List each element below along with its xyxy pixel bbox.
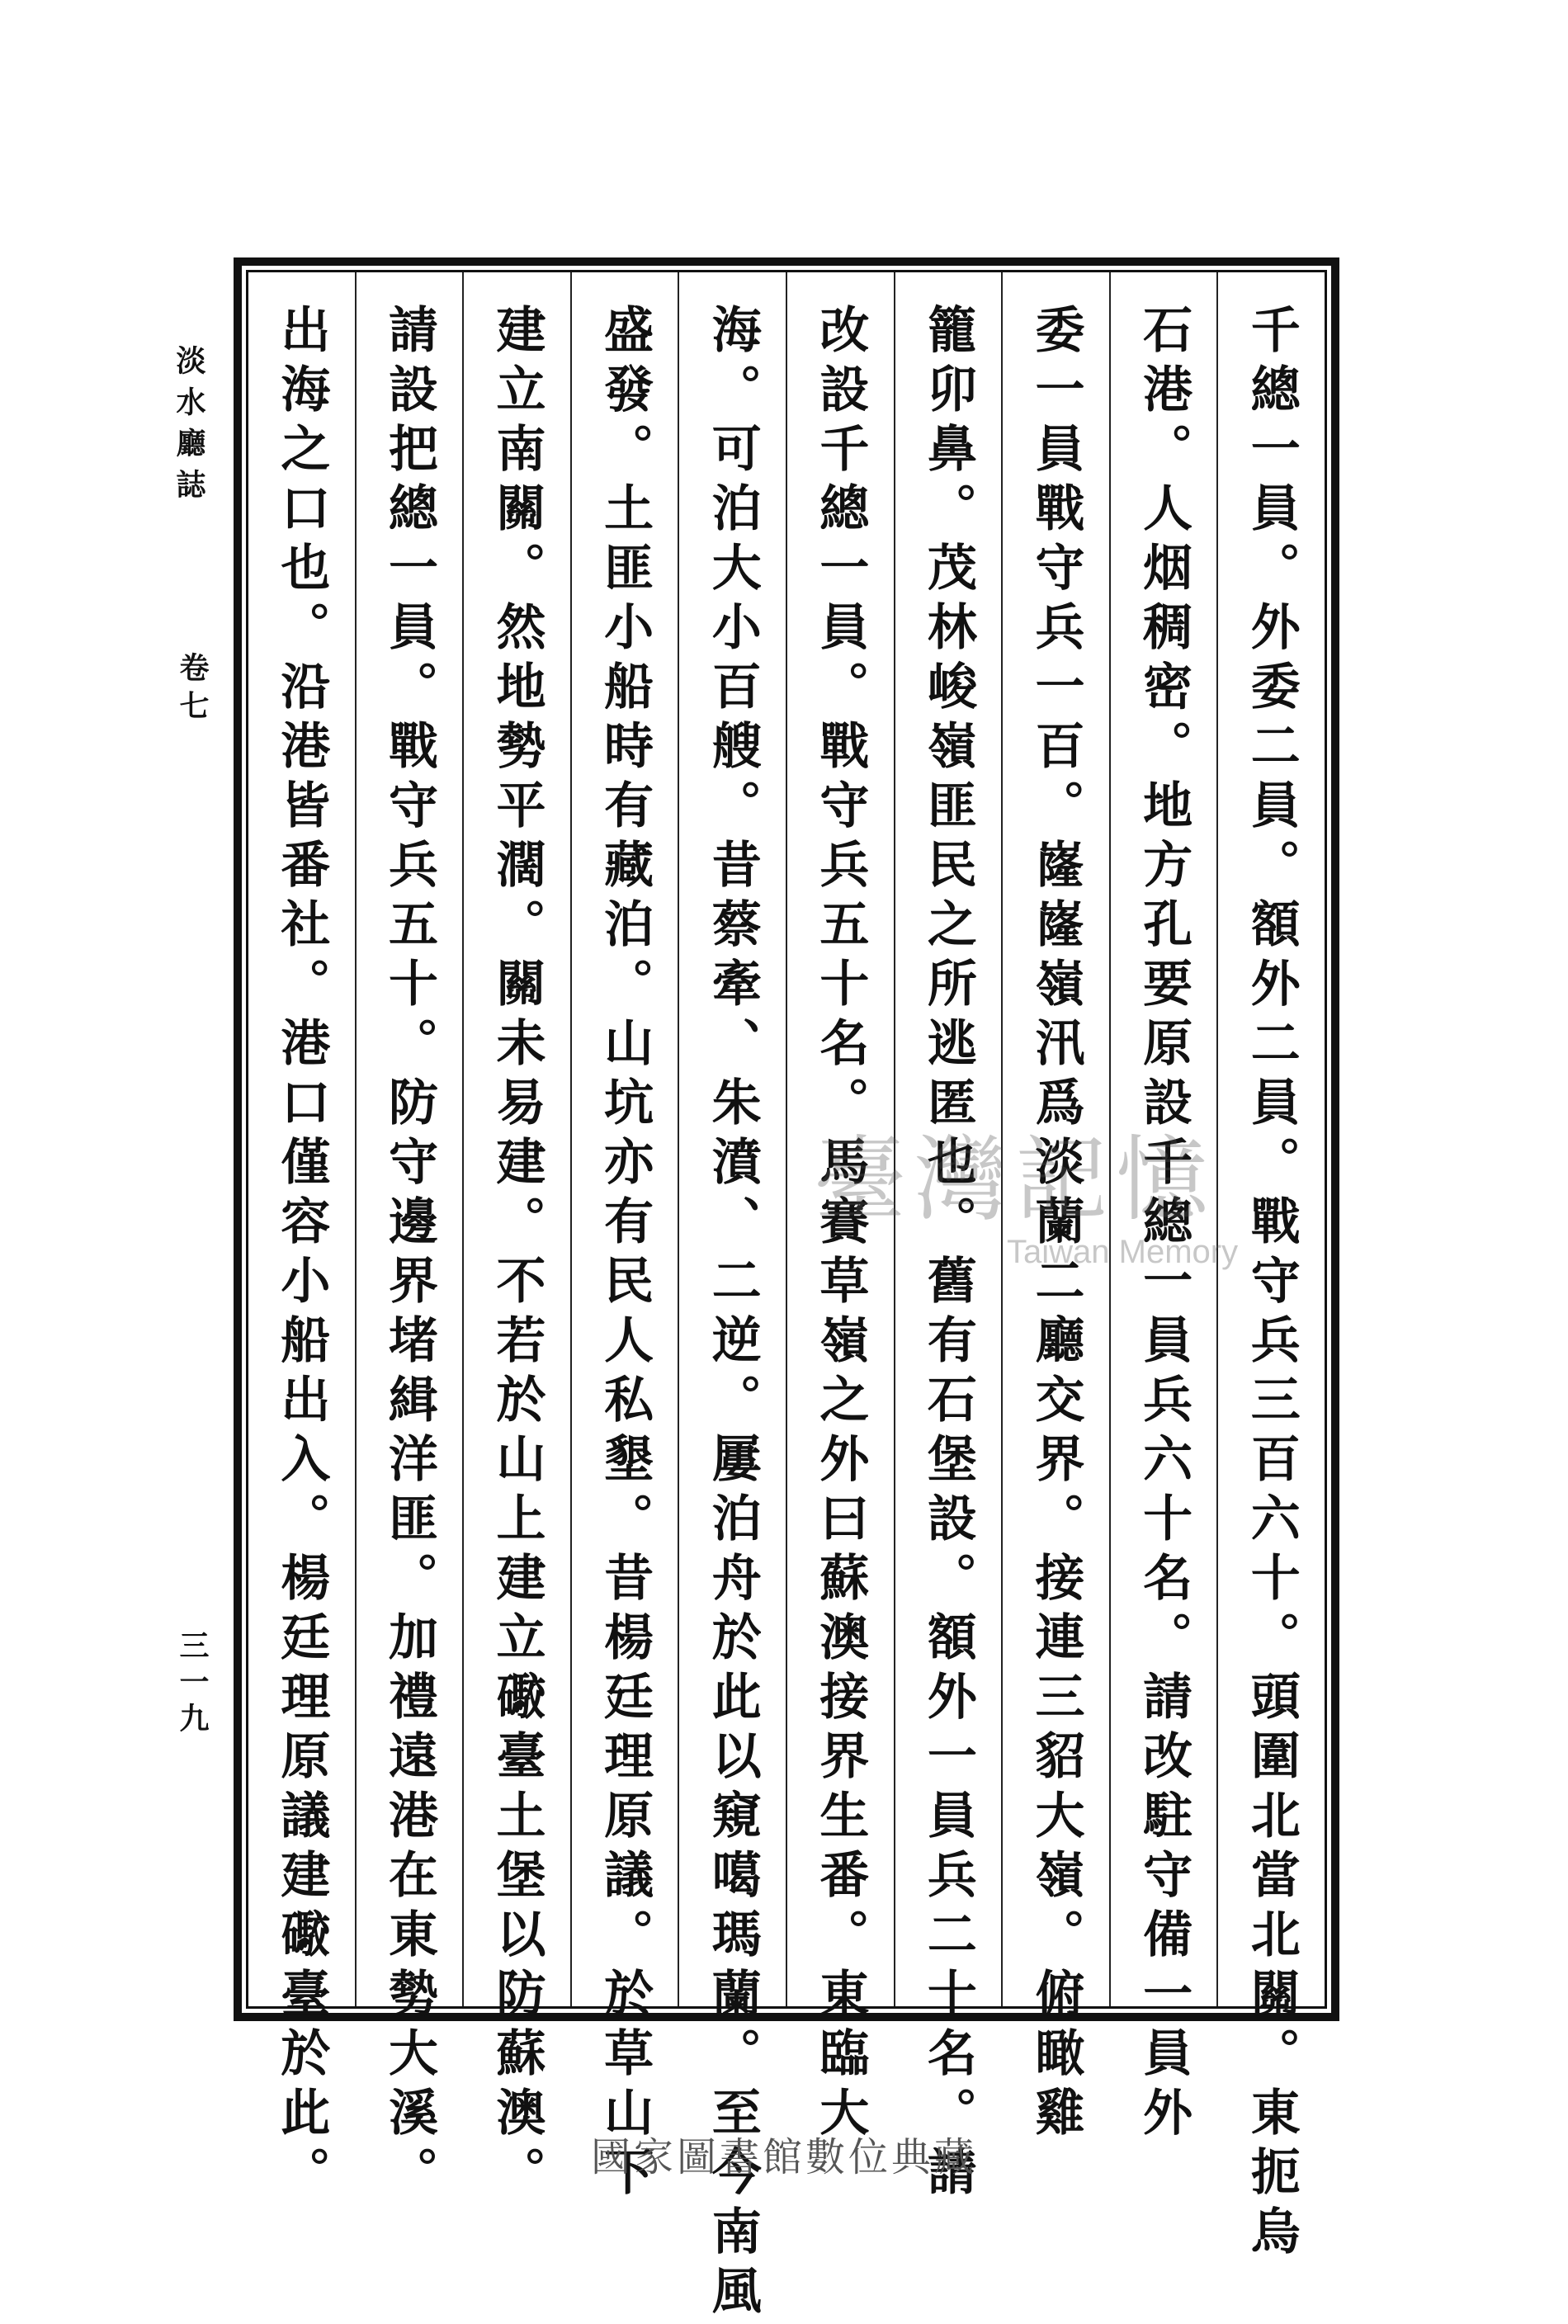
column-text: 海。可泊大小百艘。昔蔡牽、朱濆、二逆。屢泊舟於此以窺噶瑪蘭。至今南風 [703,304,762,2324]
column-text: 改設千總一員。戰守兵五十名。馬賽草嶺之外曰蘇澳接界生番。東臨大 [811,304,870,2146]
watermark-chinese: 臺灣記憶 [814,1127,1217,1234]
watermark-english: Taiwan Memory [1007,1234,1239,1270]
text-column [678,272,786,2324]
text-column [786,272,894,2146]
column-text: 籠卯鼻。茂林峻嶺匪民之所逃匿也。舊有石堡設。額外一員兵二十名。請 [919,304,977,2205]
margin-page-number: 三一九 [175,1630,210,1739]
column-text: 盛發。土匪小船時有藏泊。山坑亦有民人私墾。昔楊廷理原議。於草山下 [596,304,654,2205]
text-column [462,272,570,2205]
text-column [355,272,463,2205]
text-column [894,272,1002,2205]
footer-credit: 國家圖書館數位典藏 [590,2134,977,2180]
column-text: 出海之口也。沿港皆番社。港口僅容小船出入。楊廷理原議建礮臺於此。 [272,304,331,2205]
column-text: 千總一員。外委二員。額外二員。戰守兵三百六十。頭圍北當北關。東扼烏 [1242,304,1301,2265]
text-column [1109,272,1217,2146]
column-text: 委一員戰守兵一百。嶐嶐嶺汛爲淡蘭二廳交界。接連三貂大嶺。俯瞰雞 [1027,304,1085,2146]
column-text: 建立南關。然地勢平濶。關未易建。不若於山上建立礮臺土堡以防蘇澳。 [488,304,546,2205]
margin-volume: 卷七 [175,652,210,728]
text-column [1216,272,1325,2265]
margin-book-title: 淡水廳誌 [172,345,206,510]
text-column [570,272,678,2205]
text-column [1001,272,1109,2146]
column-text: 請設把總一員。戰守兵五十。防守邊界堵緝洋匪。加禮遠港在東勢大溪。 [380,304,438,2205]
text-column [248,272,355,2205]
column-text: 石港。人烟稠密。地方孔要原設千總一員兵六十名。請改駐守備一員外 [1135,304,1193,2146]
